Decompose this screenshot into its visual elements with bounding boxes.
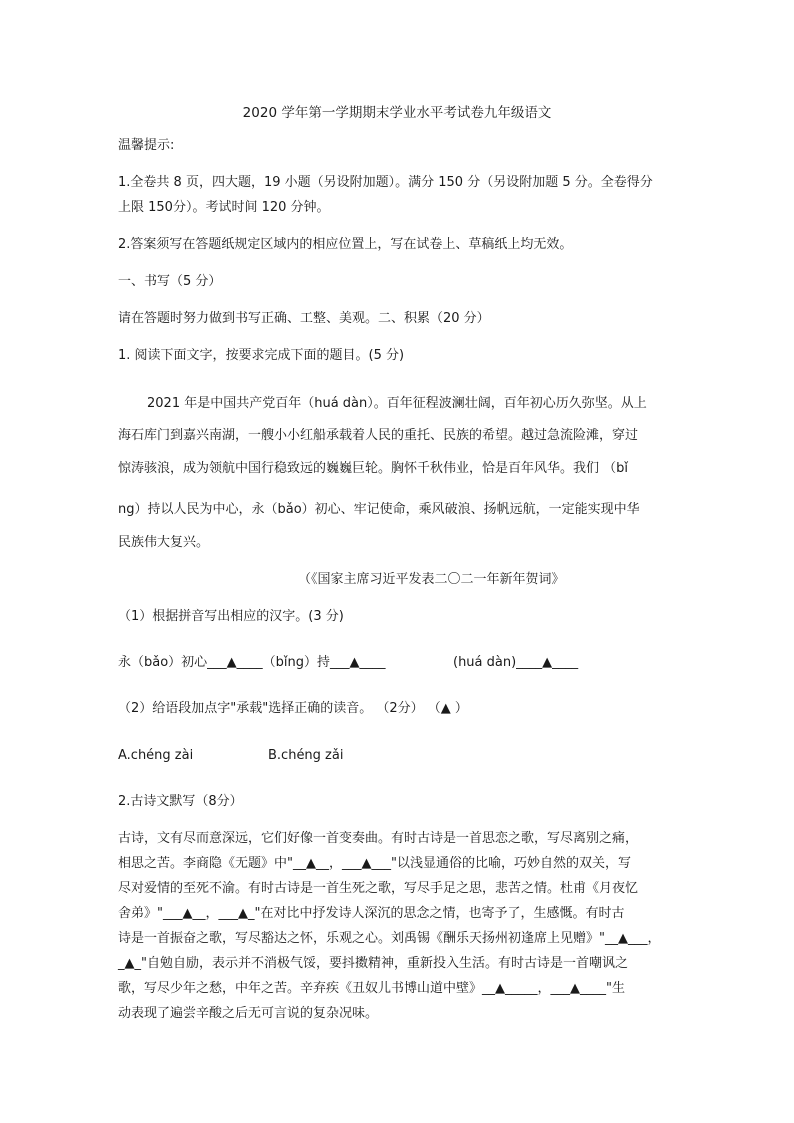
poem-line-7: 歌，写尽少年之愁，中年之苦。辛弃疾《丑奴儿书博山道中壁》__▲_____，___▲____"生 xyxy=(118,981,625,996)
passage-line-5: 民族伟大复兴。 xyxy=(118,535,210,550)
question-1-sub-1: （1）根据拼音写出相应的汉字。(3 分) xyxy=(118,609,344,624)
question-1-sub-2: （2）给语段加点字"承载"选择正确的读音。 （2分） （▲ ） xyxy=(118,701,468,716)
poem-line-4: 舍弟》"___▲__，___▲_"在对比中抒发诗人深沉的思念之情，也寄予了，生感慨。有时古 xyxy=(118,906,625,921)
tip-heading: 温馨提示: xyxy=(118,138,175,153)
tip-line-3: 2.答案须写在答题纸规定区域内的相应位置上，写在试卷上、草稿纸上均无效。 xyxy=(118,237,573,252)
pinyin-blank-2: (huá dàn)____▲____ xyxy=(453,655,579,670)
poem-line-8: 动表现了遍尝辛酸之后无可言说的复杂况味。 xyxy=(118,1006,379,1021)
tip-line-2: 上限 150分）。考试时间 120 分钟。 xyxy=(118,200,330,215)
passage-line-3: 惊涛骇浪，成为领航中国行稳致远的巍巍巨轮。胸怀千秋伟业，恰是百年风华。我们 （bǐ xyxy=(118,461,628,476)
poem-line-1: 古诗，文有尽而意深远，它们好像一首变奏曲。有时古诗是一首思恋之歌，写尽离别之痛， xyxy=(118,831,639,846)
passage-line-2: 海石库门到嘉兴南湖，一艘小小红船承载着人民的重托、民族的希望。越过急流险滩，穿过 xyxy=(118,428,639,443)
question-2-stem: 2.古诗文默写（8分） xyxy=(118,794,243,809)
section-note: 请在答题时努力做到书写正确、工整、美观。二、积累（20 分） xyxy=(118,311,490,326)
poem-line-6: _▲_"自勉自励，表示并不消极气馁，要抖擞精神，重新投入生活。有时古诗是一首嘲讽之 xyxy=(118,956,628,971)
passage-line-4: ng）持以人民为中心，永（bǎo）初心、牢记使命，乘风破浪、扬帆远航，一定能实现中华 xyxy=(118,502,640,517)
option-b: B.chéng zǎi xyxy=(268,748,344,763)
passage-source: （《国家主席习近平发表二〇二一年新年贺词》 xyxy=(298,572,565,587)
poem-line-5: 诗是一首振奋之歌，写尽豁达之怀，乐观之心。刘禹锡《酬乐天扬州初逢席上见赠》"__▲___， xyxy=(118,931,661,946)
question-1-stem: 1. 阅读下面文字，按要求完成下面的题目。(5 分) xyxy=(118,348,405,363)
passage-line-1: 2021 年是中国共产党百年（huá dàn）。百年征程波澜壮阔，百年初心历久弥坚。从上 xyxy=(147,396,647,411)
poem-line-2: 相思之苦。李商隐《无题》中"__▲__，___▲___"以浅显通俗的比喻，巧妙自然的双关，写 xyxy=(118,856,631,871)
exam-title: 2020 学年第一学期期末学业水平考试卷九年级语文 xyxy=(242,105,552,121)
tip-line-1: 1.全卷共 8 页，四大题，19 小题（另设附加题）。满分 150 分（另设附加题 5 分。全卷得分 xyxy=(118,175,653,190)
option-a: A.chéng zài xyxy=(118,748,194,763)
poem-line-3: 尽对爱情的至死不渝。有时古诗是一首生死之歌，写尽手足之思，悲苦之情。杜甫《月夜忆 xyxy=(118,881,639,896)
pinyin-blanks-1: 永（bǎo）初心___▲____（bǐng）持___▲____ xyxy=(118,655,386,670)
section-heading-writing: 一、书写（5 分） xyxy=(118,274,222,289)
